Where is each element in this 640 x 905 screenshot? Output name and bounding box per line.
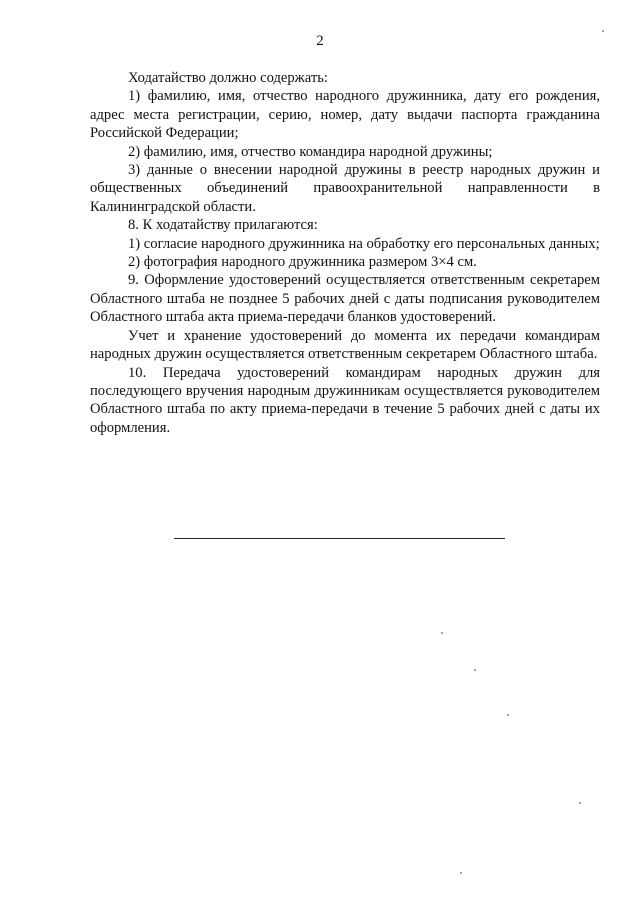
end-divider-line [174, 538, 505, 539]
scan-speck [579, 802, 581, 804]
paragraph-item-1: 1) фамилию, имя, отчество народного дружинника, дату его рождения, адрес места регистрации, серию, номер, дату выдачи паспорта гражданина Российской Федерации; [90, 88, 600, 142]
scan-speck [441, 632, 443, 634]
paragraph-petition-contents: Ходатайство должно содержать: [128, 70, 328, 86]
paragraph-attachment-1: 1) согласие народного дружинника на обработку его персональных данных; [128, 235, 600, 252]
paragraph-attachment-2: 2) фотография народного дружинника размером 3×4 см. [128, 254, 477, 271]
paragraph-section-10: 10. Передача удостоверений командирам народных дружин для последующего вручения народным дружинникам осуществляется руководителем Областного штаба по акту приема-передачи в течение 5 рабочих дней с даты их оформления. [90, 364, 600, 436]
paragraph-accounting: Учет и хранение удостоверений до момента их передачи командирам народных дружин осуществляется ответственным секретарем Областного штаба. [90, 327, 600, 363]
scan-speck [474, 669, 476, 671]
scan-speck [460, 872, 462, 874]
paragraph-item-2: 2) фамилию, имя, отчество командира народной дружины; [128, 143, 493, 160]
paragraph-item-3: 3) данные о внесении народной дружины в реестр народных дружин и общественных объединений правоохранительной направленности в Калининградской области. [90, 162, 600, 215]
scan-speck [507, 714, 509, 716]
document-body [90, 69, 600, 437]
paragraph-section-8: 8. К ходатайству прилагаются: [128, 217, 318, 234]
page-number: 2 [316, 33, 324, 49]
paragraph-section-9: 9. Оформление удостоверений осуществляется ответственным секретарем Областного штаба не позднее 5 рабочих дней с даты подписания руководителем Областного штаба акта приема-передачи бланков удостоверений. [90, 272, 600, 326]
scan-speck [602, 30, 604, 32]
